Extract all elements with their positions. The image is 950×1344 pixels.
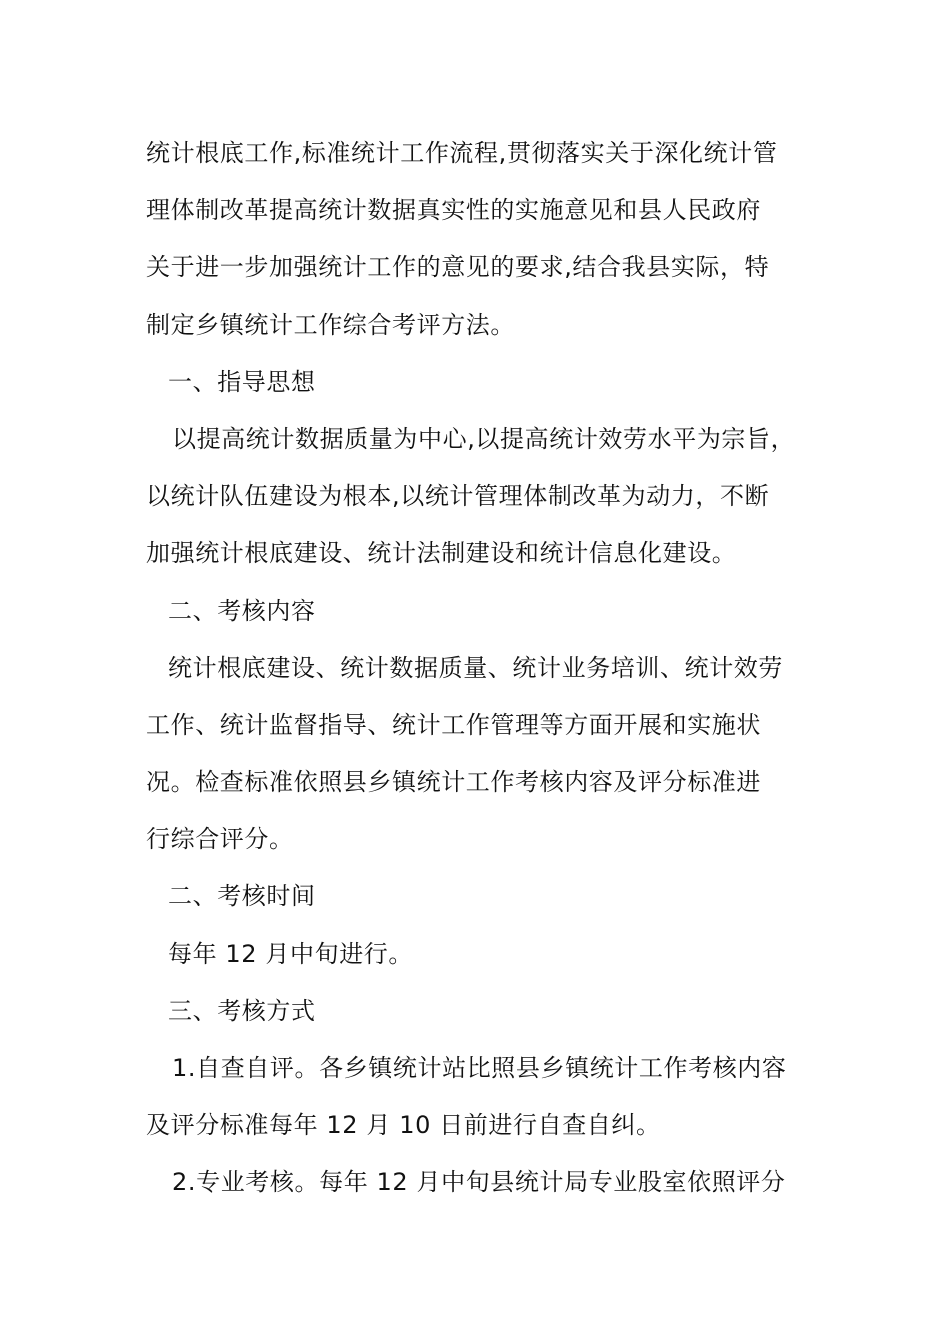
document-body (146, 131, 826, 1218)
section-heading: 一、指导思想 (168, 367, 316, 396)
paragraph-line: 及评分标准每年 12 月 10 日前进行自查自纠。 (146, 1111, 661, 1140)
paragraph-line: 工作、统计监督指导、统计工作管理等方面开展和实施状 (146, 710, 761, 739)
paragraph-line: 加强统计根底建设、统计法制建设和统计信息化建设。 (146, 539, 737, 568)
paragraph-line: 1.自查自评。各乡镇统计站比照县乡镇统计工作考核内容 (172, 1054, 787, 1082)
paragraph-line: 制定乡镇统计工作综合考评方法。 (146, 310, 515, 339)
paragraph-line: 行综合评分。 (146, 825, 294, 854)
section-heading: 二、考核内容 (168, 596, 316, 625)
section-heading: 三、考核方式 (168, 996, 316, 1025)
paragraph-line: 2.专业考核。每年 12 月中旬县统计局专业股室依照评分 (172, 1168, 786, 1197)
paragraph-line: 统计根底建设、统计数据质量、统计业务培训、统计效劳 (168, 653, 783, 682)
paragraph-line: 理体制改革提高统计数据真实性的实施意见和县人民政府 (146, 196, 761, 225)
section-heading: 二、考核时间 (168, 882, 316, 911)
paragraph-line: 关于进一步加强统计工作的意见的要求,结合我县实际，特 (146, 253, 770, 282)
paragraph-line: 每年 12 月中旬进行。 (168, 939, 413, 968)
paragraph-line: 以统计队伍建设为根本,以统计管理体制改革为动力，不断 (146, 482, 770, 511)
paragraph-line: 统计根底工作,标准统计工作流程,贯彻落实关于深化统计管 (146, 139, 778, 167)
paragraph-line: 况。检查标准依照县乡镇统计工作考核内容及评分标准进 (146, 768, 761, 797)
paragraph-line: 以提高统计数据质量为中心,以提高统计效劳水平为宗旨， (172, 424, 796, 453)
